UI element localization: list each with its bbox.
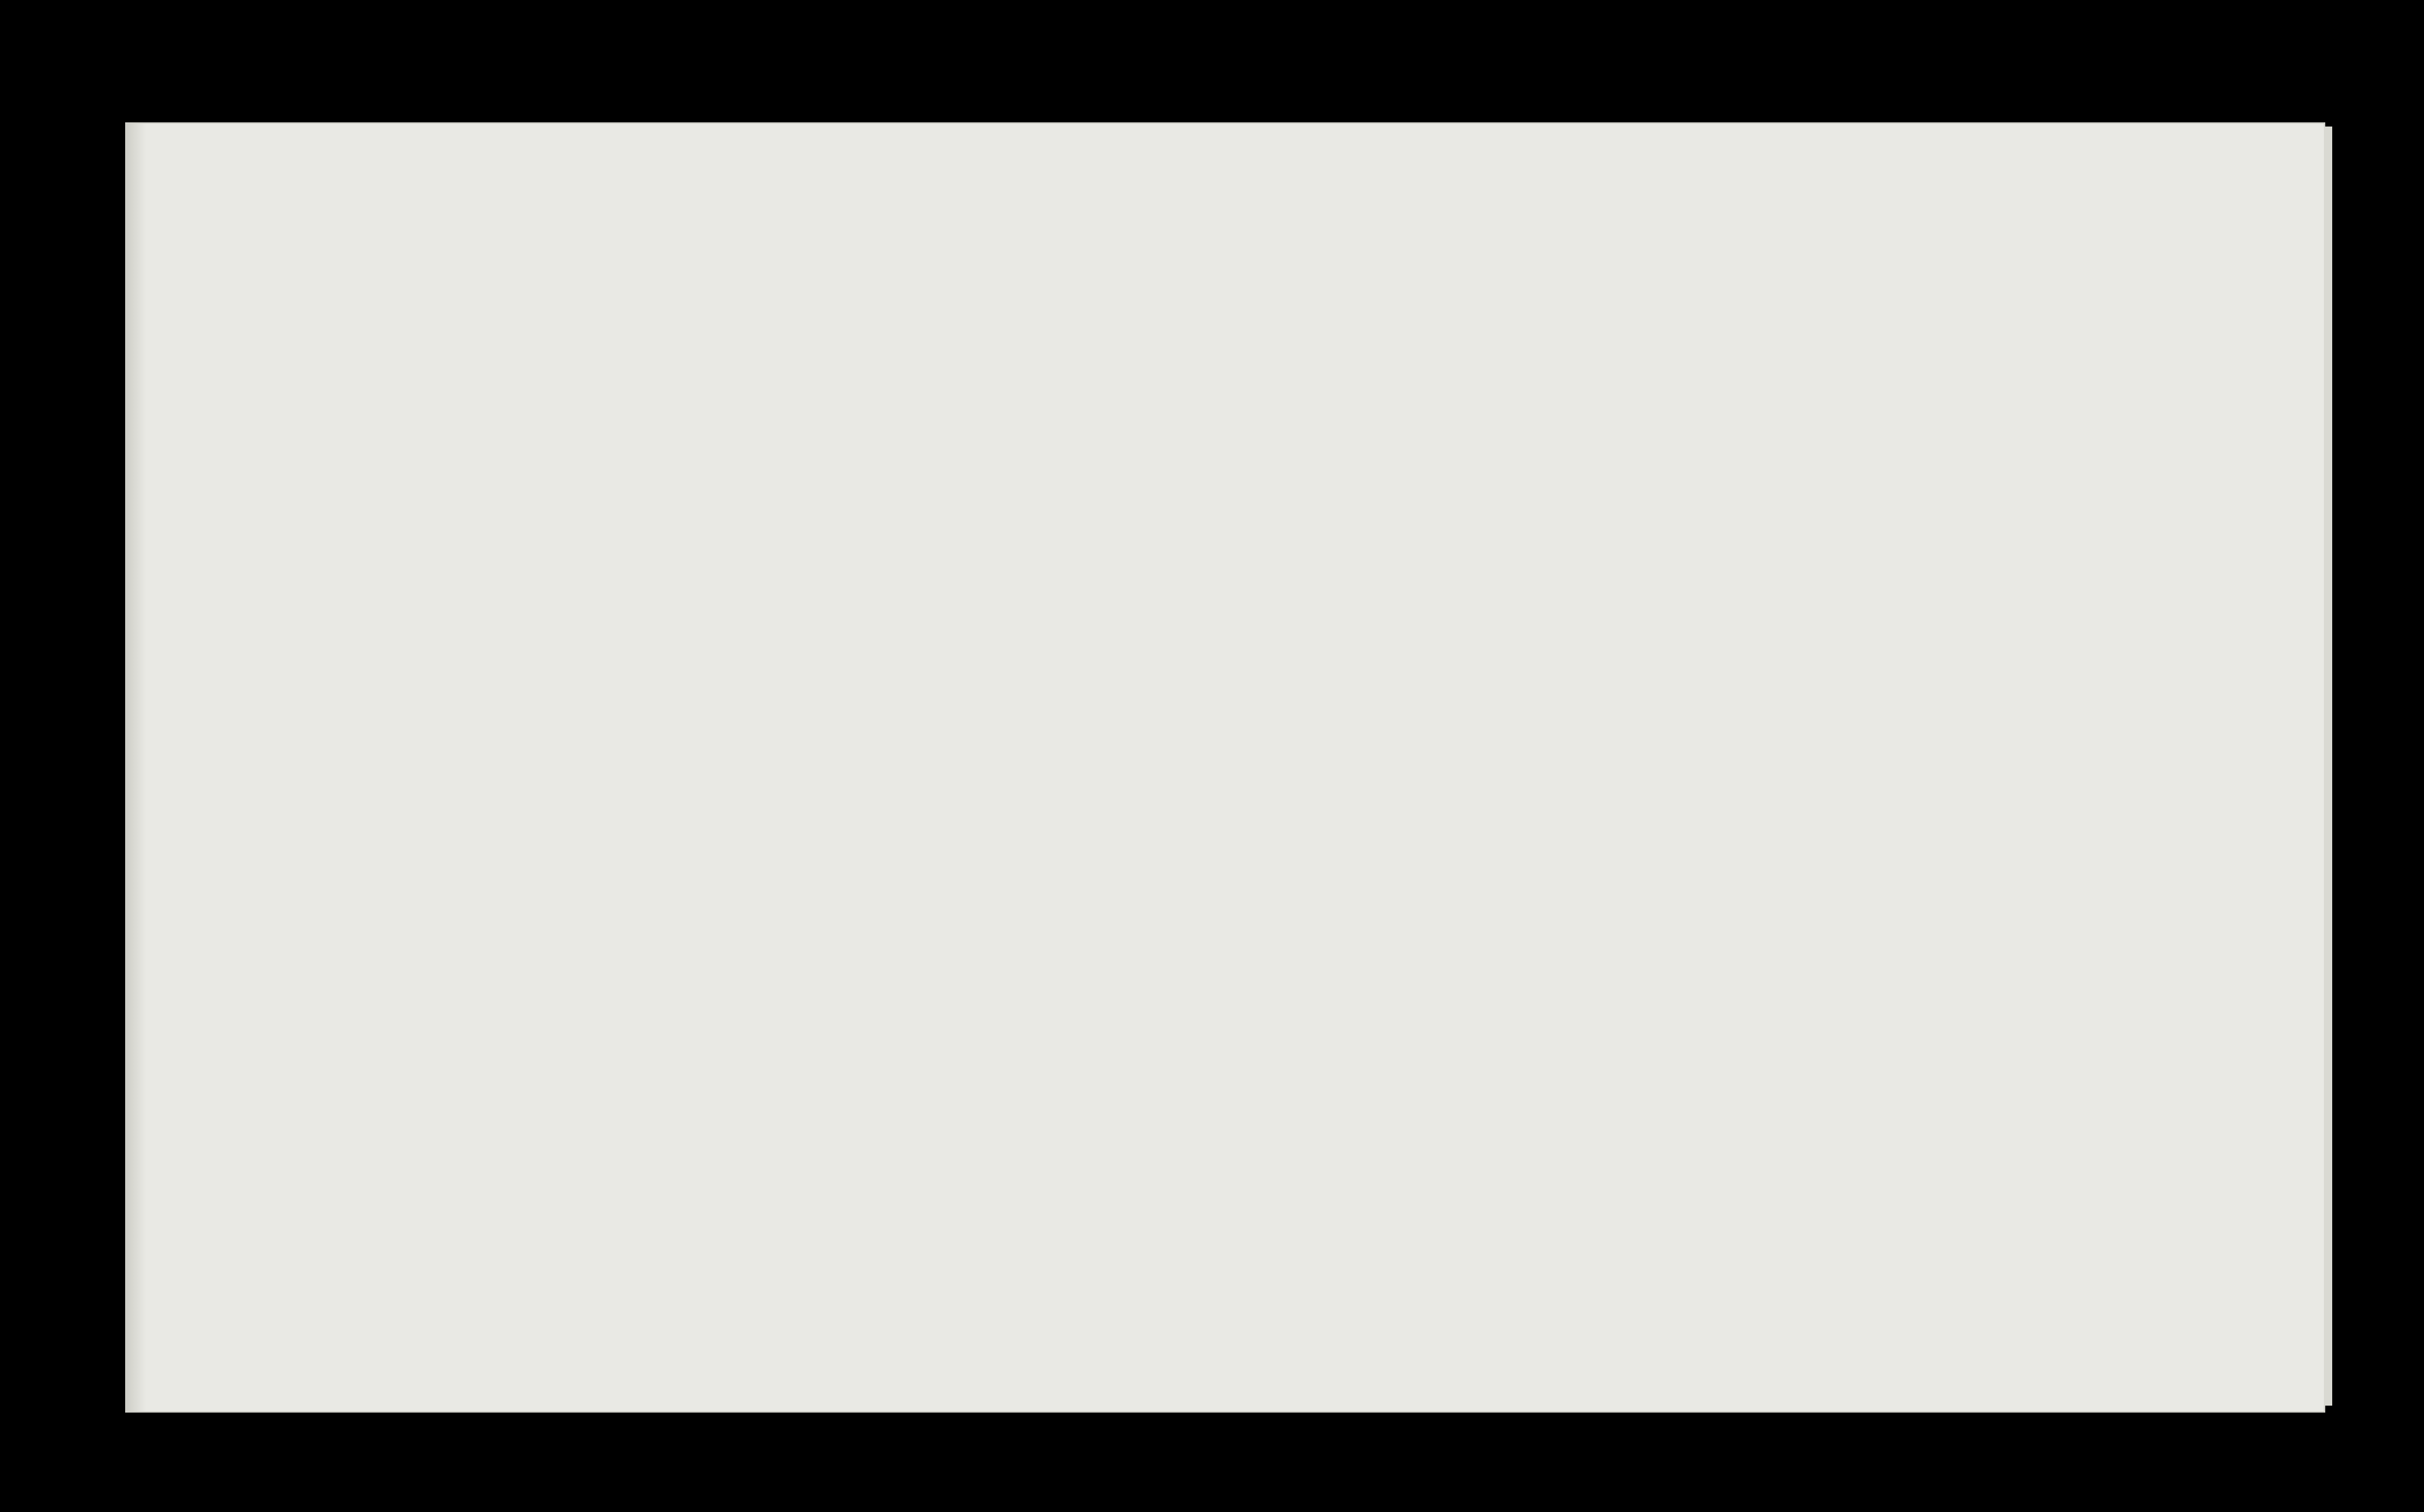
page-edge: [2324, 127, 2332, 1406]
census-card: [127, 124, 2324, 1411]
binding-fold: [127, 124, 146, 1411]
